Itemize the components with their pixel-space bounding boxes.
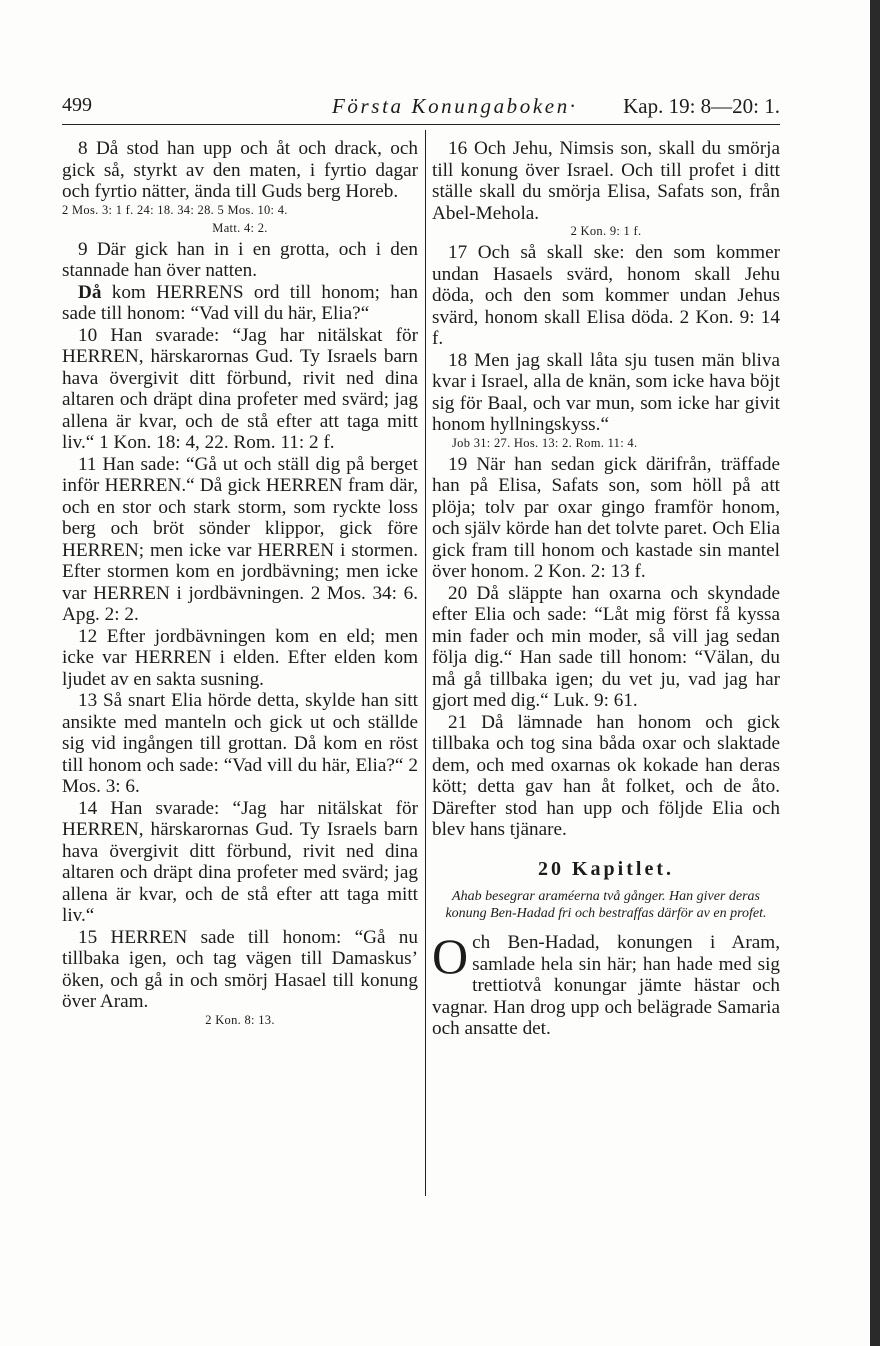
cross-reference: 2 Mos. 3: 1 f. 24: 18. 34: 28. 5 Mos. 10: 4. bbox=[62, 202, 288, 217]
verse-13: 13 Så snart Elia hörde detta, skylde han sitt ansikte med manteln och gick ut och ställde sig vid ingången till grottan. Då kom en röst till honom och sade: “Vad vill du här, Elia?“ 2 Mos. 3: 6. bbox=[62, 690, 418, 797]
chapter-heading: 20 Kapitlet. bbox=[538, 857, 674, 880]
verse-9-cont bbox=[62, 282, 418, 325]
cross-reference: 2 Kon. 9: 1 f. bbox=[570, 224, 642, 238]
verse-15: 15 HERREN sade till honom: “Gå nu tillbaka igen, och tag vägen till Damaskus’ öken, och gå in och smörj Hasael till konung över Aram. bbox=[62, 926, 418, 1012]
chapter-20-verse-1-text: ch Ben-Hadad, konungen i Aram, samlade hela sin här; han hade med sig trettiotvå konungar jämte hästar och vagnar. Han drog upp och belägrade Samaria och ansatte det. bbox=[432, 932, 780, 1039]
verse-8: 8 Då stod han upp och åt och drack, och gick så, styrkt av den maten, i fyrtio dagar och fyrtio nätter, ända till Guds berg Horeb. bbox=[62, 138, 418, 202]
verse-18: 18 Men jag skall låta sju tusen män bliva kvar i Israel, alla de knän, som icke hava böjt sig för Baal, och var mun, som icke har givit honom hyllningskyss.“ bbox=[432, 349, 780, 435]
verse-20: 20 Då släppte han oxarna och skyndade efter Elia och sade: “Låt mig först få kyssa min fader och min moder, så vill jag sedan följa dig.“ Han sade till honom: “Välan, du må gå tillbaka igen; du vet ju, vad jag har gjort med dig.“ Luk. 9: 61. bbox=[432, 582, 780, 711]
page-header bbox=[62, 94, 780, 126]
chapter-reference: Kap. 19: 8—20: 1. bbox=[623, 94, 780, 118]
cross-reference: Job 31: 27. Hos. 13: 2. Rom. 11: 4. bbox=[452, 435, 638, 450]
verse-11: 11 Han sade: “Gå ut och ställ dig på berget inför HERREN.“ Då gick HERREN fram där, och en stor och stark storm, som ryckte loss berg och bröt sönder klippor, gick före HERREN; men icke var HERREN i stormen. Efter stormen kom en jordbävning; men icke var HERREN i jordbävningen. 2 Mos. 34: 6. Apg. 2: 2. bbox=[62, 453, 418, 625]
paragraph-lead: Då bbox=[78, 281, 102, 303]
chapter-20-verse-1 bbox=[432, 928, 780, 1040]
column-divider bbox=[425, 130, 426, 1196]
verse-19: 19 När han sedan gick därifrån, träffade han på Elisa, Safats son, som höll på att plöja; tolv par oxar gingo framför honom, och själv körde han det tolvte paret. Och Elia gick fram till honom och kastade sin mantel över honom. 2 Kon. 2: 13 f. bbox=[432, 453, 780, 582]
cross-reference: 2 Kon. 8: 13. bbox=[205, 1012, 275, 1027]
verse-9-cont-text: kom HERRENS ord till honom; han sade till honom: “Vad vill du här, Elia?“ bbox=[62, 281, 418, 324]
book-title: Första Konungaboken· bbox=[332, 94, 578, 118]
verse-12: 12 Efter jordbävningen kom en eld; men icke var HERREN i elden. Efter elden kom ljudet av en sakta susning. bbox=[62, 625, 418, 690]
right-column bbox=[432, 138, 780, 1040]
drop-cap: O bbox=[432, 928, 469, 984]
page-number: 499 bbox=[62, 94, 92, 116]
verse-14: 14 Han svarade: “Jag har nitälskat för HERREN, härskarornas Gud. Ty Israels barn hava övergivit ditt förbund, rivit ned dina altaren och dräpt dina profeter med svärd; jag allena är kvar, och de stå efter att taga mitt liv.“ bbox=[62, 797, 418, 926]
verse-16: 16 Och Jehu, Nimsis son, skall du smörja till konung över Israel. Och till profet i ditt ställe skall du smörja Elisa, Safats son, från Abel-Mehola. bbox=[432, 138, 780, 224]
header-rule bbox=[62, 124, 780, 125]
chapter-summary: Ahab besegrar araméerna två gånger. Han giver deras konung Ben-Hadad fri och bestraffas därför av en profet. bbox=[445, 889, 767, 921]
left-column bbox=[62, 138, 418, 1031]
verse-10: 10 Han svarade: “Jag har nitälskat för HERREN, härskarornas Gud. Ty Israels barn hava övergivit ditt förbund, rivit ned dina altaren och dräpt dina profeter med svärd; jag allena är kvar, och de stå efter att taga mitt liv.“ 1 Kon. 18: 4, 22. Rom. 11: 2 f. bbox=[62, 324, 418, 453]
verse-9: 9 Där gick han in i en grotta, och i den stannade han över natten. bbox=[62, 238, 418, 281]
verse-17: 17 Och så skall ske: den som kommer undan Hasaels svärd, honom skall Jehu döda, och den som kommer undan Jehus svärd, honom skall Elisa döda. 2 Kon. 9: 14 f. bbox=[432, 242, 780, 349]
page-edge bbox=[870, 0, 880, 1346]
verse-21: 21 Då lämnade han honom och gick tillbaka och tog sina båda oxar och slaktade dem, och med oxarnas ok kokade han deras kött; detta gav han åt folket, och de åto. Därefter stod han upp och följde Elia och blev hans tjänare. bbox=[432, 711, 780, 840]
cross-reference: Matt. 4: 2. bbox=[212, 220, 268, 235]
